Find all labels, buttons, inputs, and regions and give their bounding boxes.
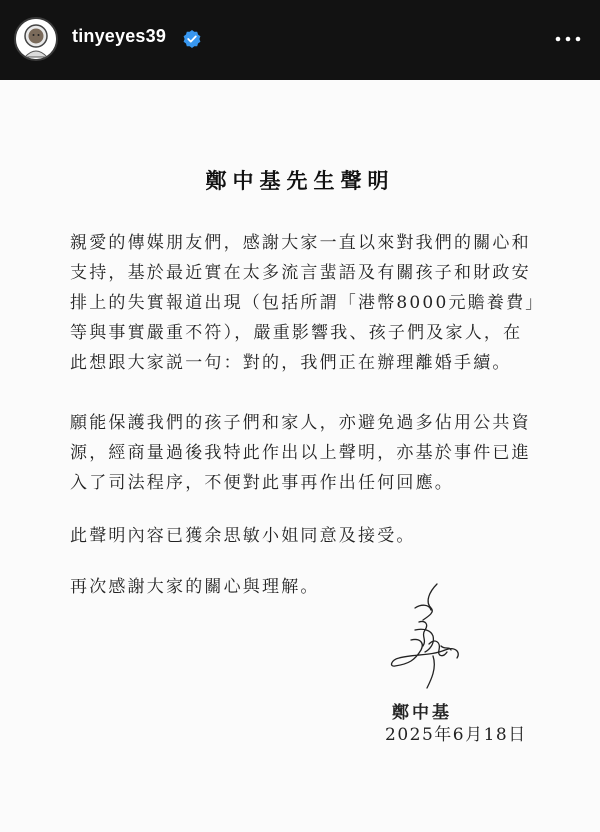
profile-avatar[interactable] (14, 17, 58, 61)
statement-paragraph: 親愛的傳媒朋友們，感謝大家一直以來對我們的關心和支持，基於最近實在太多流言蜚語及有關孩子和財政安排上的失實報道出現（包括所謂「港幣8000元贍養費」等與事實嚴重不符），嚴重影響我、孩子們及家人，在此想跟大家説一句：對的，我們正在辦理離婚手續。 (70, 233, 536, 373)
statement-title: 鄭中基先生聲明 (205, 168, 395, 193)
statement-paragraph: 願能保護我們的孩子們和家人，亦避免過多佔用公共資源，經商量過後我特此作出以上聲明，亦基於事件已進入了司法程序，不便對此事再作出任何回應。 (70, 413, 531, 493)
handwritten-signature (385, 580, 475, 692)
verified-badge-icon (183, 30, 201, 48)
username[interactable]: tinyeyes39 (72, 26, 167, 46)
astronaut-avatar-icon (16, 19, 56, 59)
more-options-icon[interactable] (554, 34, 582, 44)
statement-date: 2025年6月18日 (385, 725, 527, 745)
signer-name: 鄭中基 (392, 703, 452, 723)
statement-paragraph: 再次感謝大家的關心與理解。 (70, 577, 320, 597)
statement-paragraph: 此聲明內容已獲余思敏小姐同意及接受。 (70, 526, 416, 546)
post-header (0, 0, 600, 80)
